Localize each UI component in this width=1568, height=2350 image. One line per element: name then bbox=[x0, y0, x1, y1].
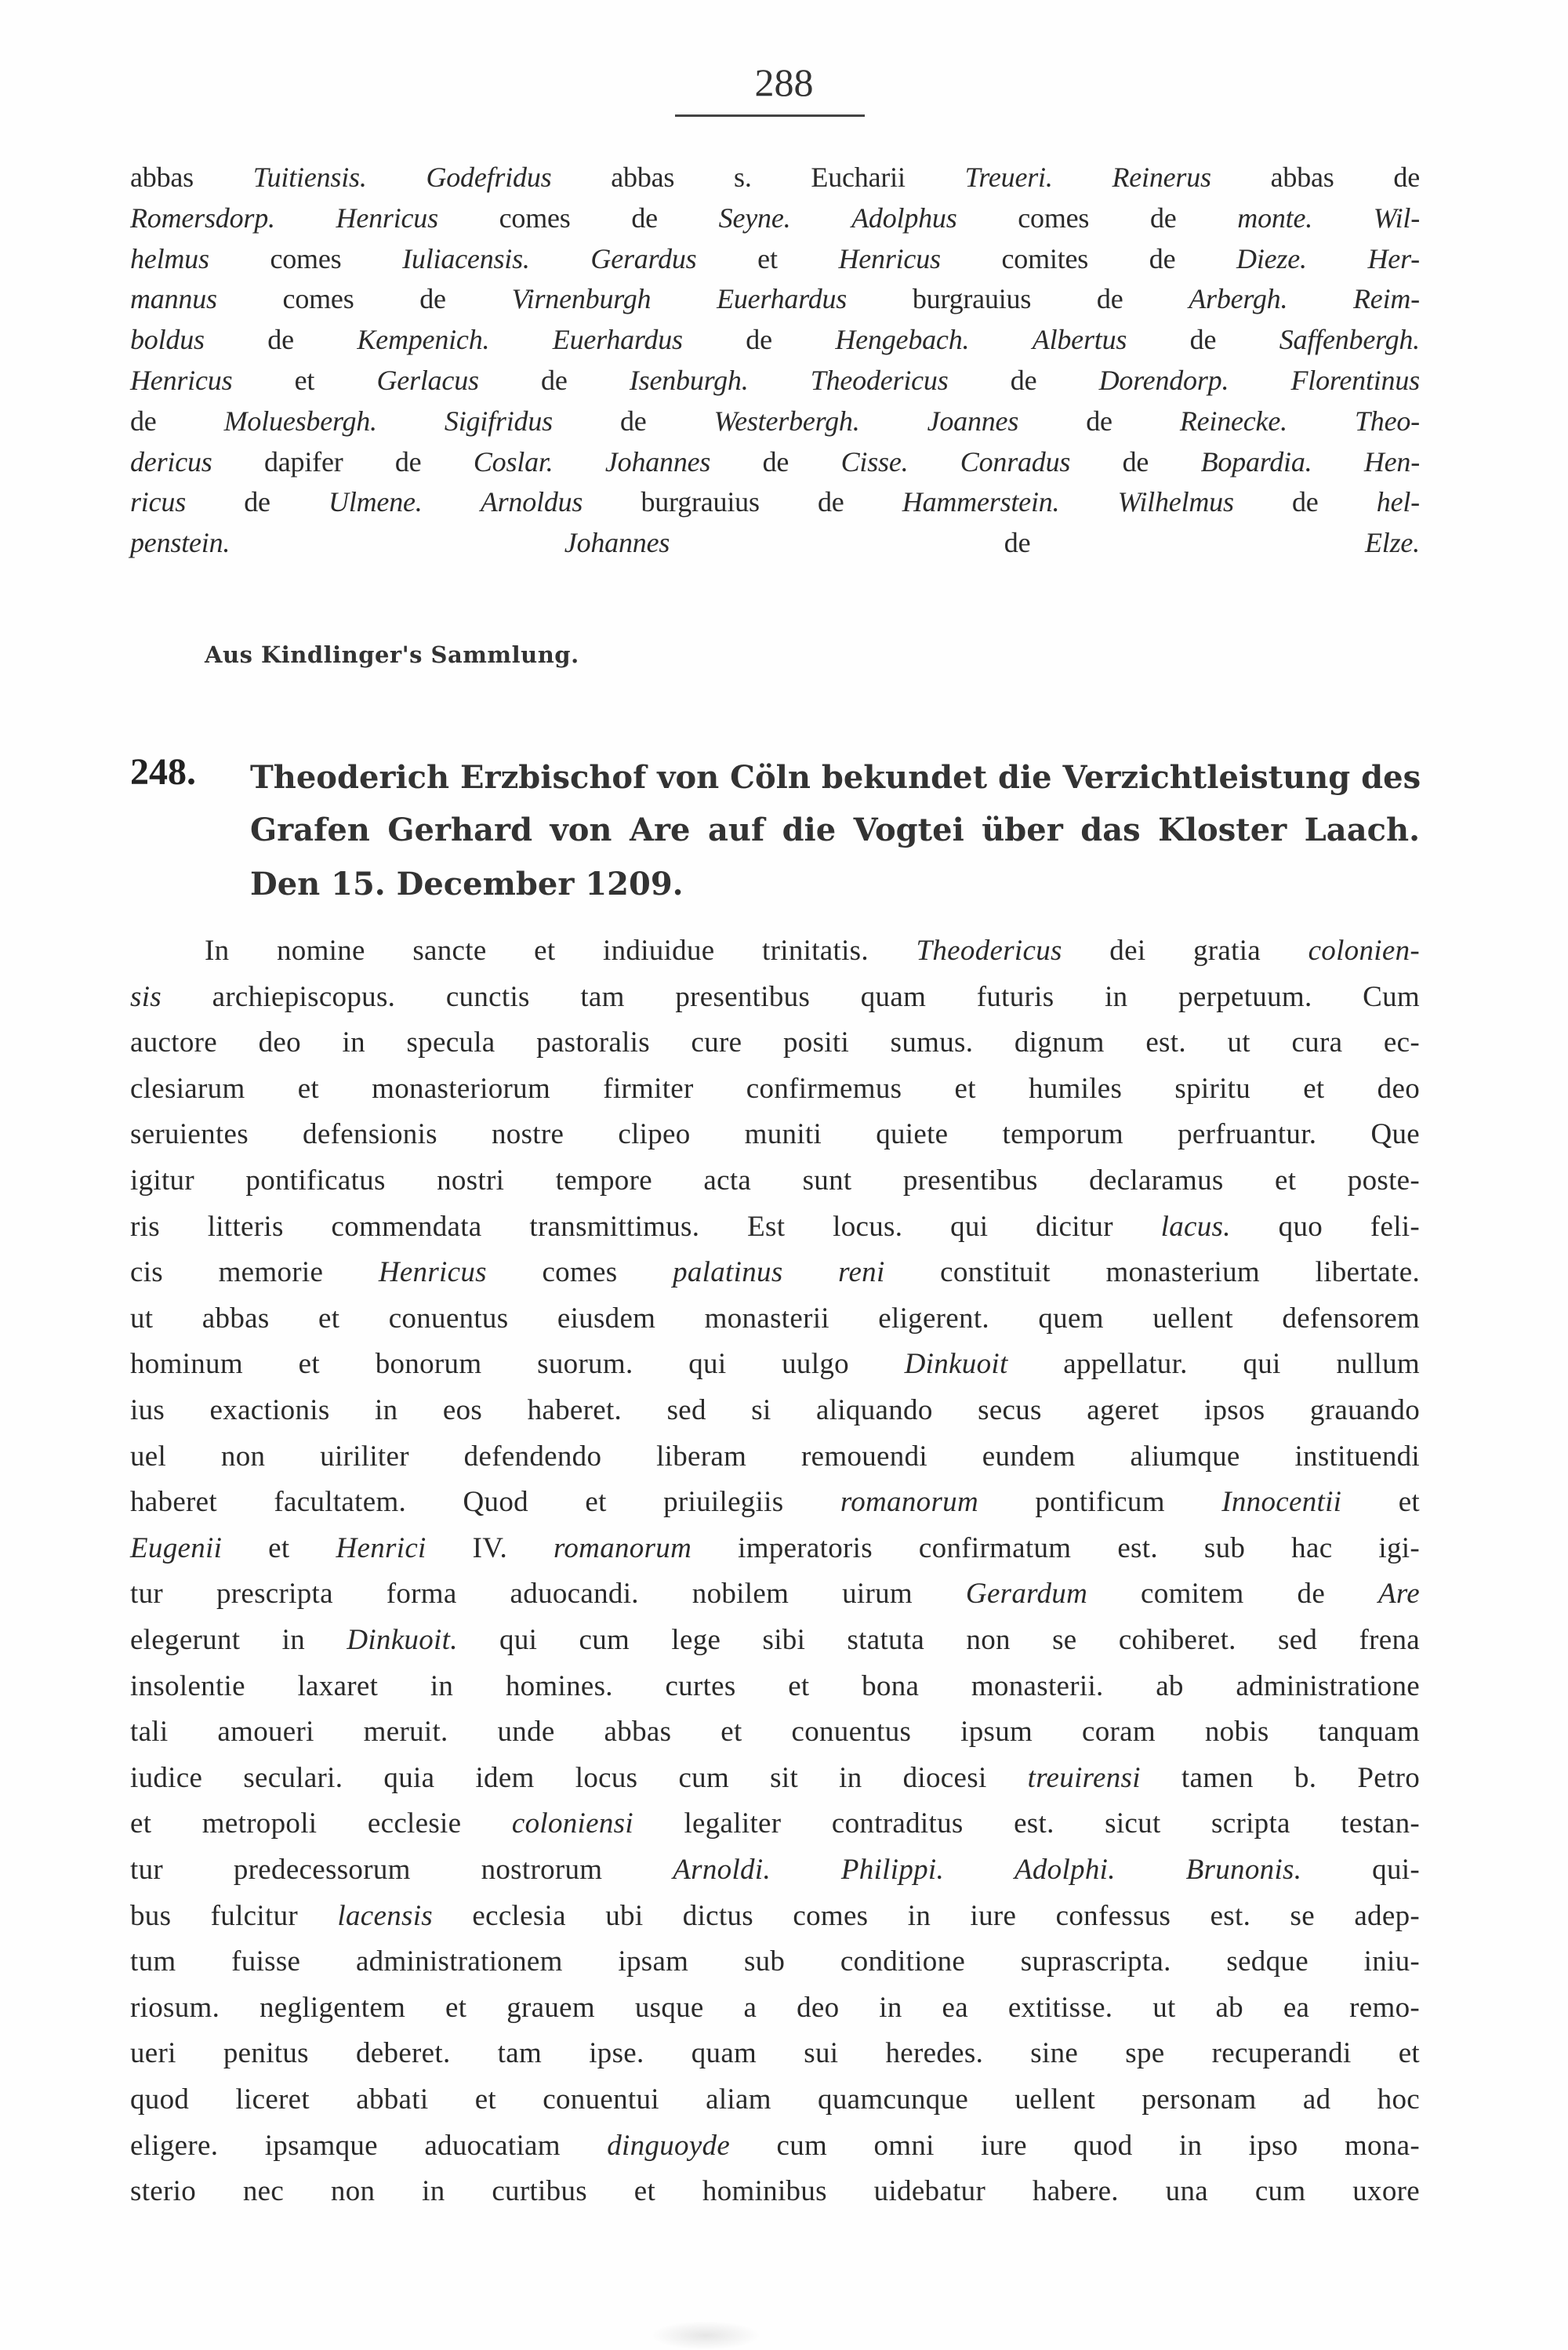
text-run: et bbox=[1341, 1486, 1420, 1519]
text-run bbox=[749, 365, 811, 396]
text-run: de bbox=[204, 324, 358, 356]
text-run: de bbox=[948, 365, 1099, 396]
text-line bbox=[130, 1302, 1420, 1335]
text-run bbox=[651, 283, 717, 314]
italic-name: Seyne. bbox=[718, 202, 791, 234]
text-line bbox=[130, 405, 1420, 437]
italic-name: Henricus bbox=[336, 202, 438, 234]
text-run: et bbox=[696, 242, 839, 274]
text-line bbox=[130, 1531, 1421, 1564]
italic-name: Romersdorp. bbox=[130, 202, 275, 234]
italic-name: Wilhelmus bbox=[1117, 486, 1234, 518]
italic-name: Godefridus bbox=[426, 162, 552, 193]
italic-name: Johannes bbox=[564, 527, 670, 559]
text-run: eligere. ipsamque aduocatiam bbox=[130, 2129, 608, 2162]
text-run: comes bbox=[486, 1256, 673, 1289]
text-run: de bbox=[670, 527, 1365, 559]
italic-name: lacensis bbox=[337, 1899, 433, 1932]
text-run bbox=[944, 1854, 1014, 1886]
text-run: tur prescripta forma aduocandi. nobilem uirum bbox=[130, 1578, 966, 1611]
italic-name: Bopardia. bbox=[1200, 445, 1312, 478]
text-run: de bbox=[1127, 324, 1279, 356]
italic-name: Tuitiensis. bbox=[252, 162, 367, 193]
text-run: burgrauius de bbox=[847, 283, 1189, 315]
italic-name: Treueri. bbox=[964, 162, 1053, 193]
page-number: 288 bbox=[754, 60, 814, 104]
text-line bbox=[130, 1210, 1420, 1243]
italic-name: Adolphus bbox=[851, 202, 957, 234]
text-run bbox=[1287, 405, 1355, 437]
text-run bbox=[367, 162, 426, 193]
italic-name: Adolphi. bbox=[1014, 1854, 1116, 1886]
italic-name: Moluesbergh. bbox=[223, 405, 377, 437]
italic-name: Virnenburgh bbox=[511, 283, 652, 315]
text-run bbox=[1307, 243, 1368, 274]
text-run bbox=[1312, 446, 1363, 478]
text-run: elegerunt in bbox=[130, 1624, 347, 1656]
text-line bbox=[130, 2083, 1420, 2116]
italic-name: Theo- bbox=[1354, 405, 1420, 437]
text-run: igitur pontificatus nostri tempore acta sunt presentibus declaramus et poste- bbox=[130, 1164, 1420, 1197]
text-line bbox=[130, 1072, 1420, 1105]
document-date: Den 15. December 1209. bbox=[250, 866, 684, 903]
italic-name: sis bbox=[130, 980, 162, 1013]
text-run bbox=[1059, 486, 1117, 518]
text-line bbox=[130, 1854, 1420, 1886]
text-run: abbas bbox=[130, 162, 253, 193]
text-run bbox=[423, 486, 481, 518]
text-run: cum omni iure quod in ipso mona- bbox=[730, 2129, 1420, 2162]
italic-name: Reinecke. bbox=[1179, 405, 1287, 437]
italic-name: Eugenii bbox=[130, 1531, 223, 1564]
italic-name: colonien- bbox=[1308, 935, 1421, 967]
text-run: comes de bbox=[437, 202, 719, 234]
italic-name: Gerlacus bbox=[376, 365, 479, 396]
text-run bbox=[377, 405, 445, 437]
italic-name: Gerardus bbox=[590, 242, 697, 274]
text-run bbox=[1287, 283, 1353, 314]
italic-name: Reinerus bbox=[1112, 162, 1211, 193]
text-run: et bbox=[232, 365, 377, 396]
text-line bbox=[130, 980, 1420, 1013]
italic-name: helmus bbox=[130, 242, 209, 274]
text-run bbox=[1053, 162, 1112, 193]
italic-name: palatinus reni bbox=[673, 1256, 885, 1289]
text-line bbox=[130, 2037, 1420, 2070]
scan-smudge bbox=[651, 2321, 760, 2350]
text-run: de bbox=[682, 324, 836, 356]
text-run: insolentie laxaret in homines. curtes et bona monasterii. ab administratione bbox=[130, 1669, 1420, 1702]
italic-name: Henrici bbox=[336, 1531, 426, 1564]
italic-name: Saffenbergh. bbox=[1279, 324, 1420, 356]
text-run: hominum et bonorum suorum. qui uulgo bbox=[130, 1348, 905, 1381]
italic-name: Euerhardus bbox=[552, 324, 683, 356]
italic-name: Hammerstein. bbox=[902, 486, 1060, 518]
text-run: tali amoueri meruit. unde abbas et conuentus ipsum coram nobis tanquam bbox=[130, 1716, 1420, 1749]
text-run: abbas de bbox=[1210, 162, 1420, 193]
italic-name: Hen- bbox=[1363, 445, 1420, 478]
text-run: sterio nec non in curtibus et hominibus uidebatur habere. una cum uxore bbox=[130, 2175, 1420, 2208]
text-run: de bbox=[186, 486, 329, 518]
italic-name: Are bbox=[1378, 1578, 1420, 1611]
italic-name: Dorendorp. bbox=[1098, 365, 1229, 396]
text-line bbox=[130, 1716, 1420, 1749]
text-run: ecclesia ubi dictus comes in iure confessus est. se adep- bbox=[432, 1899, 1420, 1932]
italic-name: Wil- bbox=[1373, 202, 1420, 234]
italic-name: Theodericus bbox=[916, 935, 1062, 967]
text-run: archiepiscopus. cunctis tam presentibus quam futuris in perpetuum. Cum bbox=[161, 980, 1420, 1013]
text-run: comes de bbox=[216, 283, 512, 315]
italic-name: dericus bbox=[130, 445, 212, 478]
text-run: uel non uiriliter defendendo liberam remouendi eundem aliumque instituendi bbox=[130, 1440, 1420, 1473]
text-run bbox=[275, 202, 336, 234]
text-run: haberet facultatem. Quod et priuilegiis bbox=[130, 1486, 840, 1519]
italic-name: hel- bbox=[1376, 486, 1420, 518]
text-run: de bbox=[552, 405, 714, 437]
italic-name: Ulmene. bbox=[328, 486, 423, 518]
italic-name: Coslar. bbox=[473, 445, 554, 478]
text-run: de bbox=[1070, 445, 1201, 478]
text-line bbox=[130, 1945, 1420, 1978]
text-run bbox=[771, 1854, 841, 1886]
text-run: dei gratia bbox=[1062, 935, 1308, 967]
italic-name: boldus bbox=[130, 324, 205, 356]
italic-name: Henricus bbox=[378, 1256, 487, 1289]
italic-name: Arbergh. bbox=[1189, 283, 1288, 315]
text-line bbox=[130, 324, 1420, 356]
text-line bbox=[130, 202, 1420, 234]
text-run: ueri penitus deberet. tam ipse. quam sui heredes. sine spe recuperandi et bbox=[130, 2037, 1420, 2070]
italic-name: monte. bbox=[1237, 202, 1313, 234]
text-run: bus fulcitur bbox=[130, 1899, 338, 1932]
italic-name: Johannes bbox=[604, 445, 711, 478]
text-line bbox=[130, 1440, 1420, 1473]
italic-name: Arnoldi. bbox=[673, 1854, 771, 1886]
italic-name: Dinkuoit bbox=[904, 1348, 1008, 1381]
text-run: comites de bbox=[940, 242, 1237, 274]
text-line bbox=[130, 1256, 1420, 1289]
italic-name: Philippi. bbox=[840, 1854, 945, 1886]
text-run: quod liceret abbati et conuentui aliam quamcunque uellent personam ad hoc bbox=[130, 2083, 1420, 2116]
text-run bbox=[969, 324, 1032, 355]
text-run bbox=[908, 446, 960, 478]
text-line bbox=[130, 1669, 1420, 1702]
text-line bbox=[130, 1807, 1420, 1840]
text-run: de bbox=[710, 445, 841, 478]
italic-name: Henricus bbox=[130, 365, 233, 396]
text-run: et metropoli ecclesie bbox=[130, 1807, 512, 1840]
italic-name: Innocentii bbox=[1221, 1486, 1342, 1519]
italic-name: Westerbergh. bbox=[713, 405, 860, 437]
text-line bbox=[130, 1118, 1420, 1151]
text-run: In nomine sancte et indiuidue trinitatis. bbox=[205, 935, 916, 967]
text-run: legaliter contraditus est. sicut scripta testan- bbox=[633, 1807, 1420, 1840]
italic-name: lacus. bbox=[1160, 1210, 1231, 1243]
italic-name: treuirensi bbox=[1027, 1761, 1141, 1794]
text-line bbox=[130, 1991, 1420, 2024]
text-run: clesiarum et monasteriorum firmiter confirmemus et humiles spiritu et deo bbox=[130, 1072, 1420, 1105]
text-line bbox=[130, 1578, 1420, 1611]
italic-name: Albertus bbox=[1032, 324, 1127, 356]
italic-name: Florentinus bbox=[1290, 365, 1420, 396]
text-run: iudice seculari. quia idem locus cum sit in diocesi bbox=[130, 1761, 1028, 1794]
italic-name: Elze. bbox=[1365, 527, 1420, 559]
italic-name: Reim- bbox=[1353, 283, 1420, 315]
text-run: comitem de bbox=[1087, 1578, 1379, 1611]
italic-name: Sigifridus bbox=[444, 405, 553, 437]
text-run bbox=[860, 405, 927, 437]
italic-name: dinguoyde bbox=[607, 2129, 731, 2162]
text-run bbox=[554, 446, 605, 478]
italic-name: Dinkuoit. bbox=[347, 1624, 458, 1656]
text-run bbox=[1229, 365, 1290, 396]
text-run: imperatoris confirmatum est. sub hac igi- bbox=[691, 1531, 1421, 1564]
italic-name: romanorum bbox=[840, 1486, 978, 1519]
document-heading-line: Theoderich Erzbischof von Cöln bekundet die Verzichtleistung des bbox=[250, 759, 1421, 796]
text-run: de bbox=[478, 365, 630, 396]
italic-name: Brunonis. bbox=[1185, 1854, 1302, 1886]
text-run bbox=[489, 324, 552, 355]
text-line bbox=[130, 527, 1420, 559]
text-line bbox=[130, 1026, 1420, 1059]
text-run: ris litteris commendata transmittimus. Est locus. qui dicitur bbox=[130, 1210, 1161, 1243]
text-run: dapifer de bbox=[212, 445, 474, 478]
text-line bbox=[130, 2129, 1420, 2162]
italic-name: Kempenich. bbox=[357, 324, 490, 356]
text-run: tamen b. Petro bbox=[1140, 1761, 1420, 1794]
text-line bbox=[205, 935, 1421, 967]
italic-name: Dieze. bbox=[1236, 242, 1307, 274]
text-run: appellatur. qui nullum bbox=[1007, 1348, 1420, 1381]
text-run: riosum. negligentem et grauem usque a deo in ea extitisse. ut ab ea remo- bbox=[130, 1991, 1420, 2024]
text-run: ut abbas et conuentus eiusdem monasterii eligerent. quem uellent defensorem bbox=[130, 1302, 1420, 1335]
text-run: qui cum lege sibi statuta non se cohiberet. sed frena bbox=[457, 1624, 1420, 1656]
italic-name: Isenburgh. bbox=[629, 365, 749, 396]
document-number: 248. bbox=[130, 751, 196, 793]
text-run: pontificum bbox=[978, 1486, 1222, 1519]
italic-name: Iuliacensis. bbox=[402, 242, 530, 274]
italic-name: Her- bbox=[1367, 242, 1420, 274]
text-run: seruientes defensionis nostre clipeo muniti quiete temporum perfruantur. Que bbox=[130, 1118, 1420, 1151]
italic-name: Euerhardus bbox=[717, 283, 848, 315]
text-run: cis memorie bbox=[130, 1256, 379, 1289]
text-run bbox=[1312, 202, 1374, 234]
italic-name: Hengebach. bbox=[835, 324, 970, 356]
header-rule bbox=[675, 114, 865, 117]
text-run: constituit monasterium libertate. bbox=[884, 1256, 1420, 1289]
text-run: comes de bbox=[956, 202, 1238, 234]
text-run: burgrauius de bbox=[583, 486, 902, 518]
text-line bbox=[130, 1164, 1420, 1197]
text-run: de bbox=[1018, 405, 1180, 437]
text-run: tum fuisse administrationem ipsam sub conditione suprascripta. sedque iniu- bbox=[130, 1945, 1420, 1978]
text-run: tur predecessorum nostrorum bbox=[130, 1854, 673, 1886]
text-run: qui- bbox=[1301, 1854, 1420, 1886]
italic-name: Arnoldus bbox=[480, 486, 583, 518]
text-run bbox=[1116, 1854, 1186, 1886]
italic-name: Theodericus bbox=[810, 365, 949, 396]
italic-name: ricus bbox=[130, 486, 187, 518]
italic-name: coloniensi bbox=[511, 1807, 633, 1840]
text-run bbox=[530, 243, 591, 274]
italic-name: Conradus bbox=[960, 445, 1071, 478]
text-run: de bbox=[1233, 486, 1377, 518]
italic-name: penstein. bbox=[130, 527, 230, 559]
text-line bbox=[130, 283, 1420, 315]
text-line bbox=[130, 2175, 1420, 2208]
italic-name: Joannes bbox=[927, 405, 1019, 437]
text-run: et bbox=[222, 1531, 336, 1564]
text-line bbox=[130, 445, 1420, 478]
text-run: comes bbox=[209, 242, 403, 274]
italic-name: romanorum bbox=[554, 1531, 692, 1564]
document-heading-line: Grafen Gerhard von Are auf die Vogtei über das Kloster Laach. bbox=[250, 812, 1420, 848]
text-line bbox=[130, 486, 1420, 518]
text-run bbox=[790, 202, 851, 234]
text-line bbox=[130, 1394, 1420, 1426]
text-run: quo feli- bbox=[1230, 1210, 1420, 1243]
text-line bbox=[130, 242, 1420, 274]
italic-name: mannus bbox=[130, 283, 217, 315]
italic-name: Cisse. bbox=[840, 445, 909, 478]
italic-name: Gerardum bbox=[965, 1578, 1088, 1611]
source-note: Aus Kindlinger's Sammlung. bbox=[205, 641, 579, 668]
text-run bbox=[230, 527, 564, 558]
text-run: auctore deo in specula pastoralis cure positi sumus. dignum est. ut cura ec- bbox=[130, 1026, 1420, 1059]
italic-name: Henricus bbox=[838, 242, 941, 274]
text-run: IV. bbox=[426, 1531, 554, 1564]
text-run: ius exactionis in eos haberet. sed si aliquando secus ageret ipsos grauando bbox=[130, 1394, 1420, 1426]
text-run: abbas s. Eucharii bbox=[551, 162, 965, 193]
text-run: de bbox=[130, 405, 224, 437]
